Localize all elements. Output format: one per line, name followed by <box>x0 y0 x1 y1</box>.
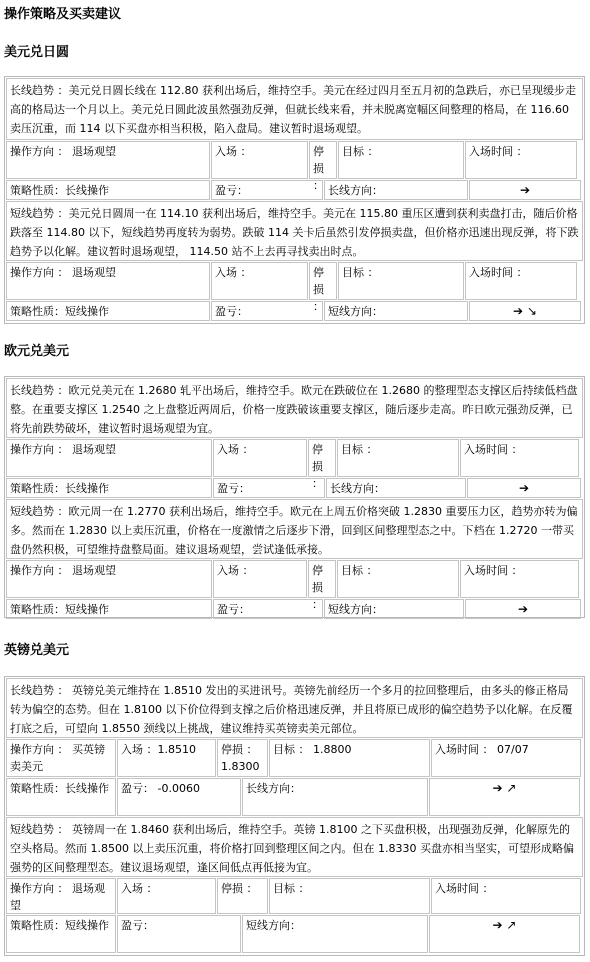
stop: 停损 ： <box>309 262 337 300</box>
long-direction: 长线方向： <box>326 478 466 498</box>
usdjpy-long-strategy-row <box>6 180 583 200</box>
eurusd-short-strategy-row <box>6 599 583 619</box>
op-direction: 操作方向 ： 退场观望 <box>6 439 212 477</box>
entry: 入场 ：1.8510 <box>117 739 216 777</box>
target: 目标 ： <box>337 439 459 477</box>
entry-time: 入场时间 ： <box>465 262 577 300</box>
direction-arrow-icon: ➔ ↗ <box>429 778 580 816</box>
eurusd-long-strategy-row <box>6 478 583 498</box>
long-direction: 长线方向： <box>242 778 428 816</box>
pnl: 盈亏： <box>117 915 241 953</box>
stop: 停损 ： <box>308 560 336 598</box>
strategy: 策略性质：短线操作 <box>6 599 212 619</box>
target: 目标 ： <box>269 878 430 914</box>
usdjpy-short-trend: 短线趋势 ：美元兑日圆周一在 114.10 获利出场后，维持空手。美元在 115.80 重压区遭到获利卖盘打击，随后价格跌落至 114.80 以下，短线趋势再度转为弱势。跌破 114 关卡后虽然引发停损卖盘，但价格亦迅速出现反弹，将下跌趋势予以化解。建议暂时退场观望， 114.50 站不上去再寻找卖出时点。 <box>6 201 583 261</box>
entry-time: 入场时间 ： <box>460 560 579 598</box>
gbpusd-long-strategy-row <box>6 778 583 816</box>
pnl: 盈亏： <box>211 180 323 200</box>
gbpusd-box <box>4 676 585 956</box>
direction-arrow-icon: ➔ ↗ <box>429 915 580 953</box>
gbpusd-long-op-row <box>6 739 583 777</box>
op-direction: 操作方向 ： 退场观望 <box>6 878 116 914</box>
pnl: 盈亏： <box>213 478 325 498</box>
stop: 停损 ： <box>308 439 336 477</box>
usdjpy-short-strategy-row <box>6 301 583 321</box>
entry: 入场 ： <box>211 141 308 179</box>
strategy: 策略性质：长线操作 <box>6 778 116 816</box>
entry-time: 入场时间 ： <box>460 439 579 477</box>
strategy: 策略性质：长线操作 <box>6 180 210 200</box>
usdjpy-long-trend: 长线趋势 ：美元兑日圆长线在 112.80 获利出场后，维持空手。美元在经过四月至五月初的急跌后，亦已呈现缓步走高的格局达一个月以上。美元兑日圆此波虽然强劲反弹，但就长线来看，并未脱离宽幅区间整理的格局，在 116.60 卖压沉重，而 114 以下买盘亦相当积极，陷入盘局。建议暂时退场观望。 <box>6 78 583 140</box>
usdjpy-box <box>4 76 585 324</box>
op-direction: 操作方向 ： 买英镑卖美元 <box>6 739 116 777</box>
direction-arrow-icon: ➔ <box>467 478 581 498</box>
strategy: 策略性质：长线操作 <box>6 478 212 498</box>
target: 目标 ： <box>337 560 459 598</box>
gbpusd-short-op-row <box>6 878 583 914</box>
eurusd-short-trend: 短线趋势 ：欧元周一在 1.2770 获利出场后，维持空手。欧元在上周五价格突破 1.2830 重要压力区，趋势亦转为偏多。然而在 1.2830 以上卖压沉重，价格在一度激情之后逐步下滑，回到区间整理型态之中。下档在 1.2720 一带买盘仍然积极，可望维持盘整局面。建议退场观望，尝试逢低承接。 <box>6 499 583 559</box>
entry: 入场 ： <box>117 878 216 914</box>
entry-time: 入场时间 ： <box>431 878 581 914</box>
short-direction: 短线方向： <box>242 915 428 953</box>
entry: 入场 ： <box>213 439 307 477</box>
op-direction: 操作方向 ： 退场观望 <box>6 560 212 598</box>
short-direction: 短线方向： <box>324 599 464 619</box>
eurusd-box <box>4 376 585 618</box>
entry-time: 入场时间 ： 07/07 <box>431 739 581 777</box>
stop: 停损 ： <box>309 141 337 179</box>
target: 目标 ： <box>338 262 464 300</box>
gbpusd-short-trend: 短线趋势 ： 英镑周一在 1.8460 获利出场后，维持空手。英镑 1.8100 之下买盘积极，出现强劲反弹，化解原先的空头格局。然而 1.8500 以上卖压沉重，将价格打回到整理区间之内。但在 1.8330 买盘亦相当坚实，可望形成略偏强势的区间整理型态。建议退场观望，逢区间低点再低接为宜。 <box>6 817 583 877</box>
section-title-eurusd: 欧元兑美元 <box>4 344 70 359</box>
stop: 停损 ： <box>217 878 268 914</box>
eurusd-long-trend: 长线趋势 ：欧元兑美元在 1.2680 轧平出场后，维持空手。欧元在跌破位在 1.2680 的整理型态支撑区后持续低档盘整。在重要支撑区 1.2540 之上盘整近两周后，价格一度跌破该重要支撑区，随后逐步走高。昨日欧元强劲反弹，已将先前跌势破坏，建议暂时退场观望为宜。 <box>6 378 583 438</box>
strategy: 策略性质：短线操作 <box>6 915 116 953</box>
long-direction: 长线方向： <box>324 180 468 200</box>
stop: 停损 ：1.8300 <box>217 739 268 777</box>
entry: 入场 ： <box>213 560 307 598</box>
short-direction: 短线方向： <box>324 301 468 321</box>
pnl: 盈亏： <box>213 599 323 619</box>
pnl: 盈亏： <box>211 301 323 321</box>
gbpusd-short-strategy-row <box>6 915 583 953</box>
section-title-gbpusd: 英镑兑美元 <box>4 643 70 658</box>
pnl: 盈亏： -0.0060 <box>117 778 241 816</box>
direction-arrow-icon: ➔ <box>465 599 581 619</box>
entry-time: 入场时间 ： <box>465 141 577 179</box>
entry: 入场 ： <box>211 262 308 300</box>
direction-arrow-icon: ➔ ↘ <box>469 301 581 321</box>
target: 目标 ： 1.8800 <box>269 739 430 777</box>
direction-arrow-icon: ➔ <box>469 180 581 200</box>
section-title-usdjpy: 美元兑日圆 <box>4 45 70 60</box>
gbpusd-long-trend: 长线趋势 ： 英镑兑美元维持在 1.8510 发出的买进讯号。英镑先前经历一个多月的拉回整理后，由多头的修正格局转为偏空的态势。但在 1.8100 以下价位得到支撑之后价格迅速反弹，并且将原已成形的偏空趋势予以化解。在反覆打底之后，可望向 1.8550 颈线以上挑战，建议维持买英镑卖美元部位。 <box>6 678 583 738</box>
op-direction: 操作方向 ： 退场观望 <box>6 262 210 300</box>
op-direction: 操作方向 ： 退场观望 <box>6 141 210 179</box>
target: 目标 ： <box>338 141 464 179</box>
page-title: 操作策略及买卖建议 <box>4 7 122 22</box>
strategy: 策略性质：短线操作 <box>6 301 210 321</box>
